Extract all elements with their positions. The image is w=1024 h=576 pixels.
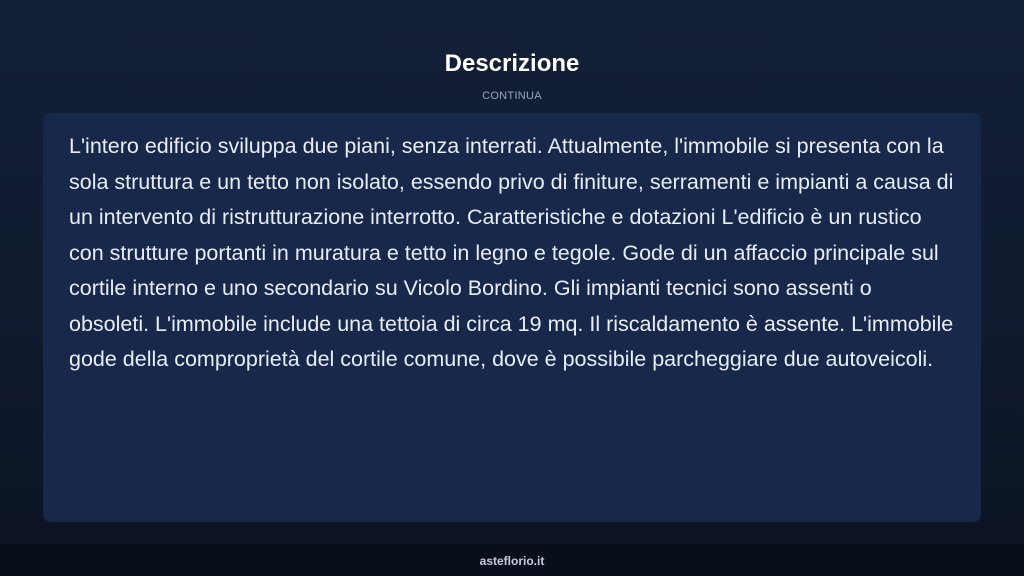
footer-site-label: asteflorio.it: [479, 554, 545, 568]
footer-bar: [0, 544, 1024, 576]
description-text: L'intero edificio sviluppa due piani, senza interrati. Attualmente, l'immobile si presenta con la sola struttura e un tetto non isolato, essendo privo di finiture, serramenti e impianti a causa di un intervento di ristrutturazione interrotto. Caratteristiche e dotazioni L'edificio è un rustico con strutture portanti in muratura e tetto in legno e tegole. Gode di un affaccio principale sul cortile interno e uno secondario su Vicolo Bordino. Gli impianti tecnici sono assenti o obsoleti. L'immobile include una tettoia di circa 19 mq. Il riscaldamento è assente. L'immobile gode della comproprietà del cortile comune, dove è possibile parcheggiare due autoveicoli.: [69, 134, 954, 371]
page-title: Descrizione: [444, 50, 580, 77]
page-subtitle: CONTINUA: [482, 90, 542, 102]
description-card: [43, 113, 981, 522]
